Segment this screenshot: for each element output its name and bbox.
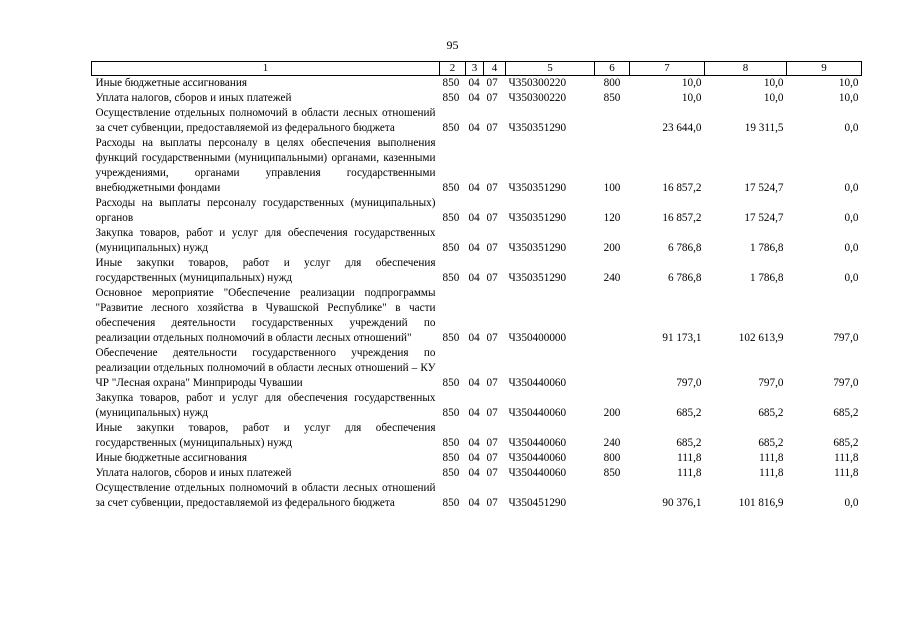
- row-amount-2: 111,8: [759, 452, 784, 464]
- row-subsection-code: 07: [486, 122, 498, 134]
- row-name: Расходы на выплаты персоналу в целях обеспечения выполнения функций государственными (муниципальными) органами, казенными учреждениями, органами управления государственными внебюджетными фондами: [95, 137, 436, 194]
- row-ministry-code: 850: [442, 437, 460, 449]
- row-target-article: Ч350440060: [508, 407, 567, 419]
- row-name: Уплата налогов, сборов и иных платежей: [95, 92, 292, 104]
- table-row: [92, 91, 862, 106]
- row-subsection-code: 07: [486, 212, 498, 224]
- row-target-article: Ч350451290: [508, 497, 567, 509]
- row-amount-1: 797,0: [676, 377, 702, 389]
- row-subsection-code: 07: [486, 467, 498, 479]
- row-ministry-code: 850: [442, 77, 460, 89]
- row-amount-1: 6 786,8: [667, 242, 702, 254]
- row-amount-1: 16 857,2: [662, 182, 702, 194]
- row-amount-2: 111,8: [759, 467, 784, 479]
- row-ministry-code: 850: [442, 467, 460, 479]
- table-row: [92, 346, 862, 391]
- row-section-code: 04: [468, 497, 480, 509]
- row-section-code: 04: [468, 272, 480, 284]
- row-section-code: 04: [468, 452, 480, 464]
- table-row: [92, 286, 862, 346]
- row-amount-1: 10,0: [681, 92, 702, 104]
- row-amount-2: 1 786,8: [749, 272, 784, 284]
- row-section-code: 04: [468, 407, 480, 419]
- row-subsection-code: 07: [486, 332, 498, 344]
- row-section-code: 04: [468, 377, 480, 389]
- row-name: Обеспечение деятельности государственного учреждения по реализации отдельных полномочий в области лесных отношений – КУ ЧР "Лесная охрана" Минприроды Чувашии: [95, 347, 436, 389]
- col-header-target-article: 5: [506, 62, 595, 76]
- page-number: 95: [446, 38, 459, 52]
- row-amount-3: 111,8: [834, 452, 859, 464]
- row-name: Расходы на выплаты персоналу государственных (муниципальных) органов: [95, 197, 436, 224]
- row-ministry-code: 850: [442, 182, 460, 194]
- row-amount-3: 0,0: [844, 182, 859, 194]
- table-row: [92, 256, 862, 286]
- row-amount-3: 111,8: [834, 467, 859, 479]
- row-target-article: Ч350440060: [508, 437, 567, 449]
- col-header-section: 3: [466, 62, 484, 76]
- row-subsection-code: 07: [486, 242, 498, 254]
- row-amount-2: 685,2: [758, 407, 784, 419]
- row-section-code: 04: [468, 77, 480, 89]
- row-section-code: 04: [468, 92, 480, 104]
- row-subsection-code: 07: [486, 77, 498, 89]
- row-expense-group: 200: [603, 242, 621, 254]
- row-section-code: 04: [468, 332, 480, 344]
- row-subsection-code: 07: [486, 272, 498, 284]
- table-row: [92, 451, 862, 466]
- row-target-article: Ч350351290: [508, 272, 567, 284]
- row-target-article: Ч350351290: [508, 122, 567, 134]
- row-ministry-code: 850: [442, 497, 460, 509]
- row-amount-3: 0,0: [844, 122, 859, 134]
- row-name: Иные закупки товаров, работ и услуг для обеспечения государственных (муниципальных) нужд: [95, 422, 436, 449]
- row-amount-2: 17 524,7: [744, 212, 784, 224]
- row-amount-1: 685,2: [676, 407, 702, 419]
- row-target-article: Ч350440060: [508, 467, 567, 479]
- row-section-code: 04: [468, 122, 480, 134]
- row-section-code: 04: [468, 242, 480, 254]
- row-ministry-code: 850: [442, 242, 460, 254]
- row-amount-2: 1 786,8: [749, 242, 784, 254]
- row-name: Осуществление отдельных полномочий в области лесных отношений за счет субвенции, предоставляемой из федерального бюджета: [95, 482, 436, 509]
- col-header-amount-2: 8: [705, 62, 787, 76]
- row-target-article: Ч350300220: [508, 77, 567, 89]
- row-expense-group: [595, 286, 630, 346]
- row-expense-group: 200: [603, 407, 621, 419]
- col-header-name: 1: [92, 62, 440, 76]
- row-amount-3: 797,0: [833, 332, 859, 344]
- row-target-article: Ч350400000: [508, 332, 567, 344]
- row-amount-2: 101 816,9: [738, 497, 784, 509]
- row-target-article: Ч350351290: [508, 182, 567, 194]
- row-amount-2: 102 613,9: [738, 332, 784, 344]
- col-header-expense-group: 6: [595, 62, 630, 76]
- row-amount-3: 685,2: [833, 407, 859, 419]
- row-subsection-code: 07: [486, 452, 498, 464]
- col-header-amount-1: 7: [630, 62, 705, 76]
- row-expense-group: 800: [603, 77, 621, 89]
- row-section-code: 04: [468, 467, 480, 479]
- row-amount-3: 797,0: [833, 377, 859, 389]
- row-ministry-code: 850: [442, 212, 460, 224]
- row-name: Закупка товаров, работ и услуг для обеспечения государственных (муниципальных) нужд: [95, 392, 436, 419]
- table-row: [92, 421, 862, 451]
- row-section-code: 04: [468, 212, 480, 224]
- row-amount-3: 0,0: [844, 212, 859, 224]
- row-target-article: Ч350440060: [508, 452, 567, 464]
- row-section-code: 04: [468, 182, 480, 194]
- row-amount-3: 0,0: [844, 242, 859, 254]
- row-ministry-code: 850: [442, 407, 460, 419]
- row-ministry-code: 850: [442, 377, 460, 389]
- row-expense-group: 120: [603, 212, 621, 224]
- row-amount-2: 10,0: [763, 77, 784, 89]
- row-amount-2: 685,2: [758, 437, 784, 449]
- row-amount-3: 0,0: [844, 272, 859, 284]
- col-header-ministry: 2: [440, 62, 466, 76]
- row-ministry-code: 850: [442, 122, 460, 134]
- row-amount-1: 6 786,8: [667, 272, 702, 284]
- col-header-amount-3: 9: [787, 62, 862, 76]
- row-name: Закупка товаров, работ и услуг для обеспечения государственных (муниципальных) нужд: [95, 227, 436, 254]
- row-expense-group: 800: [603, 452, 621, 464]
- row-expense-group: 240: [603, 437, 621, 449]
- row-expense-group: [595, 106, 630, 136]
- row-name: Иные бюджетные ассигнования: [95, 452, 247, 464]
- row-amount-3: 0,0: [844, 497, 859, 509]
- row-name: Иные закупки товаров, работ и услуг для обеспечения государственных (муниципальных) нужд: [95, 257, 436, 284]
- row-target-article: Ч350300220: [508, 92, 567, 104]
- row-amount-3: 10,0: [838, 77, 859, 89]
- table-header-row: [92, 62, 862, 76]
- row-ministry-code: 850: [442, 452, 460, 464]
- row-amount-1: 91 173,1: [662, 332, 702, 344]
- row-expense-group: 240: [603, 272, 621, 284]
- row-expense-group: 850: [603, 92, 621, 104]
- row-amount-2: 19 311,5: [744, 122, 784, 134]
- table-row: [92, 391, 862, 421]
- row-amount-1: 111,8: [677, 452, 702, 464]
- row-amount-1: 23 644,0: [662, 122, 702, 134]
- row-expense-group: 850: [603, 467, 621, 479]
- row-amount-1: 90 376,1: [662, 497, 702, 509]
- row-subsection-code: 07: [486, 182, 498, 194]
- row-target-article: Ч350351290: [508, 212, 567, 224]
- row-section-code: 04: [468, 437, 480, 449]
- row-ministry-code: 850: [442, 272, 460, 284]
- row-subsection-code: 07: [486, 92, 498, 104]
- budget-table: [91, 61, 862, 511]
- row-subsection-code: 07: [486, 407, 498, 419]
- row-target-article: Ч350440060: [508, 377, 567, 389]
- table-row: [92, 466, 862, 481]
- row-name: Основное мероприятие "Обеспечение реализации подпрограммы "Развитие лесного хозяйства в Чувашской Республике" в части обеспечения деятельности государственных учреждений по реализации отдельных полномочий в области лесных отношений": [95, 287, 436, 344]
- table-row: [92, 106, 862, 136]
- table-row: [92, 136, 862, 196]
- row-amount-1: 16 857,2: [662, 212, 702, 224]
- table-row: [92, 76, 862, 92]
- row-subsection-code: 07: [486, 497, 498, 509]
- row-amount-2: 17 524,7: [744, 182, 784, 194]
- row-name: Осуществление отдельных полномочий в области лесных отношений за счет субвенции, предоставляемой из федерального бюджета: [95, 107, 436, 134]
- table-row: [92, 226, 862, 256]
- row-expense-group: 100: [603, 182, 621, 194]
- table-row: [92, 481, 862, 511]
- row-amount-3: 685,2: [833, 437, 859, 449]
- row-amount-2: 10,0: [763, 92, 784, 104]
- table-row: [92, 196, 862, 226]
- row-name: Иные бюджетные ассигнования: [95, 77, 247, 89]
- row-subsection-code: 07: [486, 437, 498, 449]
- row-ministry-code: 850: [442, 92, 460, 104]
- row-amount-1: 111,8: [677, 467, 702, 479]
- row-amount-3: 10,0: [838, 92, 859, 104]
- row-amount-1: 685,2: [676, 437, 702, 449]
- row-name: Уплата налогов, сборов и иных платежей: [95, 467, 292, 479]
- row-subsection-code: 07: [486, 377, 498, 389]
- row-expense-group: [595, 481, 630, 511]
- row-amount-2: 797,0: [758, 377, 784, 389]
- row-ministry-code: 850: [442, 332, 460, 344]
- row-expense-group: [595, 346, 630, 391]
- col-header-subsection: 4: [484, 62, 506, 76]
- row-amount-1: 10,0: [681, 77, 702, 89]
- row-target-article: Ч350351290: [508, 242, 567, 254]
